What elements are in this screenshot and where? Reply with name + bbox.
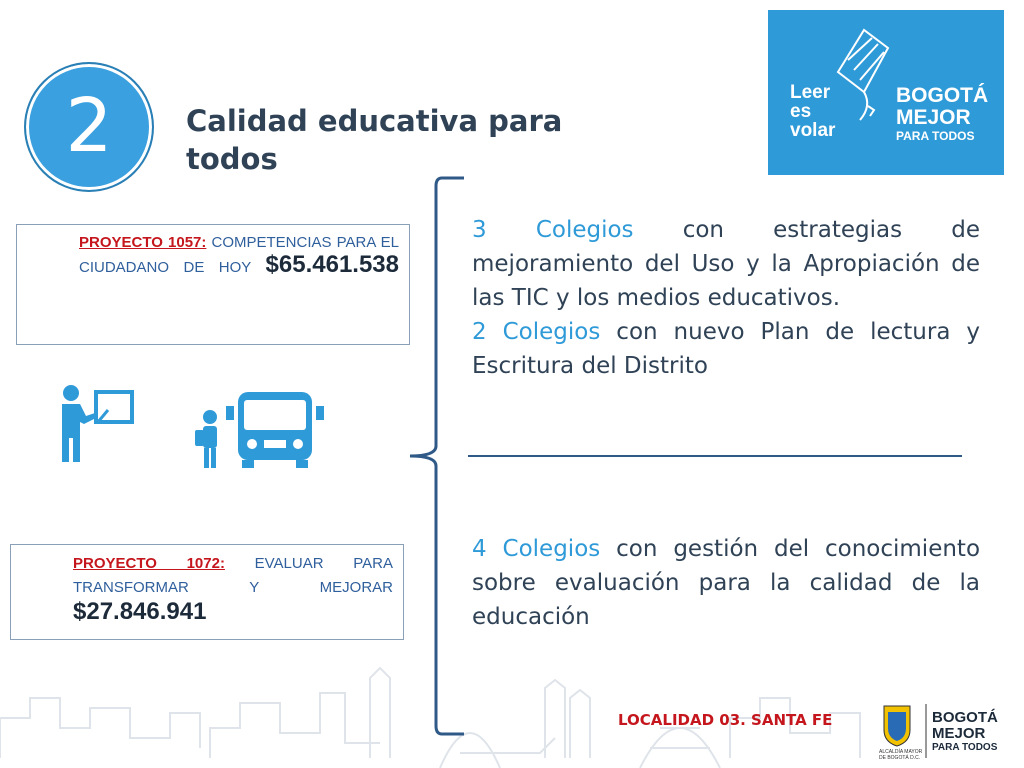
project-name: EVALUAR PARA TRANSFORMAR Y MEJORAR — [73, 555, 393, 596]
result-text: con gestión del conocimiento sobre evaluación para la calidad de la educación — [472, 536, 981, 630]
result-count: 2 — [472, 319, 487, 345]
project-label: PROYECTO 1057: — [79, 234, 207, 251]
student-icon — [192, 408, 222, 475]
section-title: Calidad educativa para todos — [186, 104, 563, 176]
result-highlight: Colegios — [502, 536, 601, 562]
book-kite-icon — [768, 10, 1004, 175]
leer-es-volar-logo — [768, 10, 1004, 175]
project-label: PROYECTO 1072: — [73, 555, 225, 572]
result-item-tic — [472, 213, 980, 315]
footer-bogota: BOGOTÁ — [932, 709, 998, 726]
project-amount: $65.461.538 — [265, 251, 399, 278]
project-card-1057 — [16, 224, 410, 345]
results-block-2 — [472, 532, 980, 634]
teacher-icon — [52, 382, 136, 471]
logo-mejor: MEJOR — [896, 106, 971, 129]
logo-word-volar: volar — [790, 120, 836, 141]
result-item-lectura — [472, 315, 980, 383]
city-skyline-illustration — [0, 658, 1024, 768]
project-amount: $27.846.941 — [73, 598, 207, 625]
logo-bogota: BOGOTÁ — [896, 84, 989, 107]
result-highlight: Colegios — [535, 217, 634, 243]
logo-word-es: es — [790, 101, 812, 122]
result-count: 4 — [472, 536, 487, 562]
result-highlight: Colegios — [502, 319, 601, 345]
footer-para-todos: PARA TODOS — [932, 742, 998, 753]
locality-label: LOCALIDAD 03. SANTA FE — [618, 711, 833, 729]
result-count: 3 — [472, 217, 487, 243]
school-bus-icon — [226, 390, 326, 475]
result-text: con estrategias de mejoramiento del Uso y la Apropiación de las TIC y los medios educativos. — [472, 217, 981, 311]
alcaldia-line-1: ALCALDÍA MAYOR — [879, 749, 923, 755]
footer-mejor: MEJOR — [932, 725, 986, 742]
result-text: con nuevo Plan de lectura y Escritura del Distrito — [472, 319, 981, 379]
curly-bracket — [404, 176, 474, 736]
logo-para-todos: PARA TODOS — [896, 129, 975, 143]
coat-of-arms-icon — [884, 706, 910, 746]
alcaldia-bogota-logo — [876, 700, 1010, 760]
alcaldia-line-2: DE BOGOTÁ D.C. — [879, 755, 921, 760]
section-divider — [468, 455, 962, 457]
project-card-1072 — [10, 544, 404, 640]
results-block-1 — [472, 213, 980, 383]
project-name: COMPETENCIAS PARA EL CIUDADANO DE HOY — [79, 234, 399, 276]
logo-word-leer: Leer — [790, 82, 831, 103]
slide-number-badge: 2 — [24, 62, 154, 192]
